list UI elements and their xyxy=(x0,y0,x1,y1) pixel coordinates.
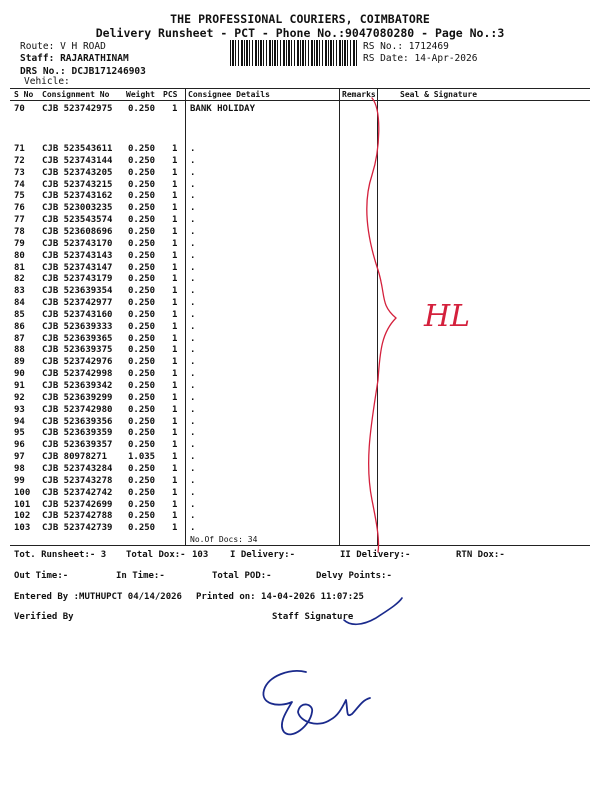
row-details: . xyxy=(190,369,196,380)
col-remarks: Remarks xyxy=(342,90,376,99)
row-consignment: CJB 523639375 xyxy=(42,345,113,356)
row-sno: 89 xyxy=(14,357,25,368)
row-weight: 0.250 xyxy=(128,203,156,214)
row-sno: 83 xyxy=(14,286,25,297)
row-consignment: CJB 523742998 xyxy=(42,369,113,380)
row-pcs: 1 xyxy=(172,179,178,190)
row-weight: 0.250 xyxy=(128,487,156,498)
staff-signature-mark xyxy=(344,598,402,624)
row-consignment: CJB 523743160 xyxy=(42,309,113,320)
row-sno: 94 xyxy=(14,416,25,427)
row-sno: 71 xyxy=(14,144,25,154)
row-weight: 0.250 xyxy=(128,321,156,332)
row-sno: 92 xyxy=(14,392,25,403)
row-pcs: 1 xyxy=(172,452,178,463)
total-dox-value: 103 xyxy=(192,550,209,560)
row-consignment: CJB 523639299 xyxy=(42,392,113,403)
row-sno: 101 xyxy=(14,499,31,510)
row-weight: 0.250 xyxy=(128,179,156,190)
no-of-docs: No.Of Docs: 34 xyxy=(190,535,258,544)
row-details: . xyxy=(190,298,196,309)
rs-date-label: RS Date: xyxy=(363,53,409,64)
row-details: . xyxy=(190,511,196,522)
row-weight: 0.250 xyxy=(128,298,156,309)
row-weight: 0.250 xyxy=(128,345,156,356)
row-weight: 0.250 xyxy=(128,144,156,154)
rs-date-value: 14-Apr-2026 xyxy=(414,53,478,64)
row-pcs: 1 xyxy=(172,475,178,486)
row-consignment: CJB 523639342 xyxy=(42,381,113,391)
verified-by: Verified By xyxy=(14,612,74,622)
company-title: THE PROFESSIONAL COURIERS, COIMBATORE xyxy=(170,12,430,26)
row-weight: 0.250 xyxy=(128,167,156,178)
row-weight: 1.035 xyxy=(128,452,156,463)
row-details: . xyxy=(190,167,196,178)
row-consignment: CJB 523742977 xyxy=(42,298,113,309)
row-weight: 0.250 xyxy=(128,463,156,474)
row-sno: 84 xyxy=(14,298,25,309)
in-time: In Time:- xyxy=(116,571,165,581)
row-sno: 77 xyxy=(14,215,25,226)
row-sno: 72 xyxy=(14,155,25,166)
row-sno: 70 xyxy=(14,104,25,114)
row-weight: 0.250 xyxy=(128,381,156,391)
rtn-dox: RTN Dox:- xyxy=(456,550,505,560)
row-consignment: CJB 523743205 xyxy=(42,167,113,178)
row-pcs: 1 xyxy=(172,262,178,273)
row-details: . xyxy=(190,392,196,403)
row-pcs: 1 xyxy=(172,144,178,154)
row-weight: 0.250 xyxy=(128,226,156,237)
row-details: . xyxy=(190,179,196,190)
tot-runsheet: Tot. Runsheet:- 3 xyxy=(14,550,107,560)
row-pcs: 1 xyxy=(172,511,178,522)
rs-no-label: RS No.: xyxy=(363,41,404,52)
row-details: . xyxy=(190,262,196,273)
row-consignment: CJB 523639357 xyxy=(42,440,113,451)
row-pcs: 1 xyxy=(172,487,178,498)
col-sno: S No xyxy=(14,90,34,99)
row-weight: 0.250 xyxy=(128,369,156,380)
row-sno: 95 xyxy=(14,428,25,439)
row-consignment: CJB 523742975 xyxy=(42,104,113,114)
col-seal-signature: Seal & Signature xyxy=(400,90,478,99)
row-consignment: CJB 523743284 xyxy=(42,463,113,474)
row-pcs: 1 xyxy=(172,463,178,474)
row-sno: 90 xyxy=(14,369,25,380)
row-details: . xyxy=(190,499,196,510)
route-value: V H ROAD xyxy=(60,41,106,52)
row-details: . xyxy=(190,487,196,498)
row-weight: 0.250 xyxy=(128,104,156,114)
total-pod: Total POD:- xyxy=(212,571,272,581)
row-details: . xyxy=(190,463,196,474)
total-dox-label: Total Dox:- xyxy=(126,550,186,560)
row-consignment: CJB 523743278 xyxy=(42,475,113,486)
red-brace-mark xyxy=(367,98,396,552)
row-details: . xyxy=(190,428,196,439)
row-details: . xyxy=(190,523,196,534)
row-pcs: 1 xyxy=(172,238,178,249)
col-details: Consignee Details xyxy=(188,90,270,99)
row-pcs: 1 xyxy=(172,191,178,202)
row-weight: 0.250 xyxy=(128,357,156,368)
row-weight: 0.250 xyxy=(128,416,156,427)
row-weight: 0.250 xyxy=(128,191,156,202)
row-pcs: 1 xyxy=(172,250,178,261)
row-sno: 100 xyxy=(14,487,31,498)
row-weight: 0.250 xyxy=(128,155,156,166)
row-sno: 99 xyxy=(14,475,25,486)
row-consignment: CJB 523743147 xyxy=(42,262,113,273)
row-details: . xyxy=(190,238,196,249)
row-details: . xyxy=(190,404,196,415)
row-details: . xyxy=(190,203,196,214)
row-consignment: CJB 523003235 xyxy=(42,203,113,214)
row-pcs: 1 xyxy=(172,428,178,439)
row-sno: 82 xyxy=(14,274,25,285)
row-sno: 78 xyxy=(14,226,25,237)
row-details: . xyxy=(190,440,196,451)
row-details: . xyxy=(190,416,196,427)
row-consignment: CJB 523639356 xyxy=(42,416,113,427)
runsheet-subtitle: Delivery Runsheet - PCT - Phone No.:9047080280 - Page No.:3 xyxy=(95,26,505,40)
row-weight: 0.250 xyxy=(128,262,156,273)
row-sno: 103 xyxy=(14,523,31,534)
row-consignment: CJB 523742976 xyxy=(42,357,113,368)
row-weight: 0.250 xyxy=(128,499,156,510)
staff-value: RAJARATHINAM xyxy=(60,53,129,64)
row-details: . xyxy=(190,321,196,332)
row-pcs: 1 xyxy=(172,226,178,237)
row-consignment: CJB 523743179 xyxy=(42,274,113,285)
row-pcs: 1 xyxy=(172,104,178,114)
row-consignment: CJB 523543574 xyxy=(42,215,113,226)
row-consignment: CJB 523742739 xyxy=(42,523,113,534)
row-weight: 0.250 xyxy=(128,309,156,320)
row-pcs: 1 xyxy=(172,523,178,534)
ii-delivery: II Delivery:- xyxy=(340,550,411,560)
row-details: . xyxy=(190,215,196,226)
row-consignment: CJB 523743162 xyxy=(42,191,113,202)
row-sno: 81 xyxy=(14,262,25,273)
row-pcs: 1 xyxy=(172,392,178,403)
row-details: . xyxy=(190,226,196,237)
row-consignment: CJB 523639365 xyxy=(42,333,113,344)
row-consignment: CJB 523743215 xyxy=(42,179,113,190)
row-pcs: 1 xyxy=(172,333,178,344)
staff-label: Staff: xyxy=(20,53,55,64)
row-weight: 0.250 xyxy=(128,274,156,285)
route-label: Route: xyxy=(20,41,55,52)
row-details: . xyxy=(190,155,196,166)
row-consignment: CJB 80978271 xyxy=(42,452,108,463)
row-weight: 0.250 xyxy=(128,523,156,534)
row-sno: 97 xyxy=(14,452,25,463)
staff-signature-label: Staff Signature xyxy=(272,612,354,622)
row-pcs: 1 xyxy=(172,274,178,285)
row-sno: 80 xyxy=(14,250,25,261)
row-sno: 98 xyxy=(14,463,25,474)
row-pcs: 1 xyxy=(172,309,178,320)
col-weight: Weight xyxy=(126,90,155,99)
row-consignment: CJB 523743170 xyxy=(42,238,113,249)
row-sno: 93 xyxy=(14,404,25,415)
row-details: . xyxy=(190,191,196,202)
row-pcs: 1 xyxy=(172,215,178,226)
row-sno: 91 xyxy=(14,381,25,391)
row-sno: 86 xyxy=(14,321,25,332)
drs-value: DCJB171246903 xyxy=(71,66,146,77)
row-weight: 0.250 xyxy=(128,404,156,415)
row-weight: 0.250 xyxy=(128,238,156,249)
large-signature-mark xyxy=(263,671,370,734)
row-details: . xyxy=(190,475,196,486)
row-sno: 87 xyxy=(14,333,25,344)
entered-by: Entered By :MUTHUPCT 04/14/2026 xyxy=(14,592,182,602)
delvy-points: Delvy Points:- xyxy=(316,571,392,581)
col-consignment: Consignment No xyxy=(42,90,110,99)
row-details: . xyxy=(190,250,196,261)
row-weight: 0.250 xyxy=(128,286,156,297)
row-pcs: 1 xyxy=(172,404,178,415)
row-details: . xyxy=(190,144,196,154)
row-pcs: 1 xyxy=(172,440,178,451)
row-consignment: CJB 523742699 xyxy=(42,499,113,510)
row-pcs: 1 xyxy=(172,357,178,368)
rs-no-value: 1712469 xyxy=(408,41,449,52)
row-weight: 0.250 xyxy=(128,428,156,439)
row-sno: 75 xyxy=(14,191,25,202)
row-consignment: CJB 523543611 xyxy=(42,144,113,154)
row-pcs: 1 xyxy=(172,369,178,380)
row-weight: 0.250 xyxy=(128,250,156,261)
out-time: Out Time:- xyxy=(14,571,69,581)
row-consignment: CJB 523742742 xyxy=(42,487,113,498)
row-details: . xyxy=(190,357,196,368)
remark-hl: HL xyxy=(424,299,471,334)
row-pcs: 1 xyxy=(172,286,178,297)
row-consignment: CJB 523639354 xyxy=(42,286,113,297)
row-pcs: 1 xyxy=(172,381,178,391)
vehicle-label: Vehicle: xyxy=(24,76,70,87)
col-pcs: PCS xyxy=(163,90,178,99)
i-delivery: I Delivery:- xyxy=(230,550,296,560)
row-consignment: CJB 523743144 xyxy=(42,155,113,166)
row-pcs: 1 xyxy=(172,167,178,178)
row-weight: 0.250 xyxy=(128,440,156,451)
row-pcs: 1 xyxy=(172,298,178,309)
row-sno: 76 xyxy=(14,203,25,214)
row-consignment: CJB 523742980 xyxy=(42,404,113,415)
row-sno: 74 xyxy=(14,179,25,190)
row-weight: 0.250 xyxy=(128,215,156,226)
row-sno: 85 xyxy=(14,309,25,320)
row-consignment: CJB 523742788 xyxy=(42,511,113,522)
row-pcs: 1 xyxy=(172,203,178,214)
drs-label: DRS No.: xyxy=(20,66,66,77)
row-details: . xyxy=(190,345,196,356)
row-details: . xyxy=(190,274,196,285)
row-pcs: 1 xyxy=(172,416,178,427)
row-details: BANK HOLIDAY xyxy=(190,104,256,114)
row-sno: 88 xyxy=(14,345,25,356)
row-consignment: CJB 523639359 xyxy=(42,428,113,439)
row-consignment: CJB 523608696 xyxy=(42,226,113,237)
row-weight: 0.250 xyxy=(128,392,156,403)
row-pcs: 1 xyxy=(172,321,178,332)
printed-on: Printed on: 14-04-2026 11:07:25 xyxy=(196,592,364,602)
row-pcs: 1 xyxy=(172,345,178,356)
row-details: . xyxy=(190,309,196,320)
row-weight: 0.250 xyxy=(128,475,156,486)
row-sno: 79 xyxy=(14,238,25,249)
row-details: . xyxy=(190,333,196,344)
row-pcs: 1 xyxy=(172,155,178,166)
row-details: . xyxy=(190,452,196,463)
row-sno: 102 xyxy=(14,511,31,522)
row-weight: 0.250 xyxy=(128,511,156,522)
row-pcs: 1 xyxy=(172,499,178,510)
row-consignment: CJB 523743143 xyxy=(42,250,113,261)
row-details: . xyxy=(190,381,196,391)
row-consignment: CJB 523639333 xyxy=(42,321,113,332)
row-sno: 73 xyxy=(14,167,25,178)
row-sno: 96 xyxy=(14,440,25,451)
row-weight: 0.250 xyxy=(128,333,156,344)
row-details: . xyxy=(190,286,196,297)
